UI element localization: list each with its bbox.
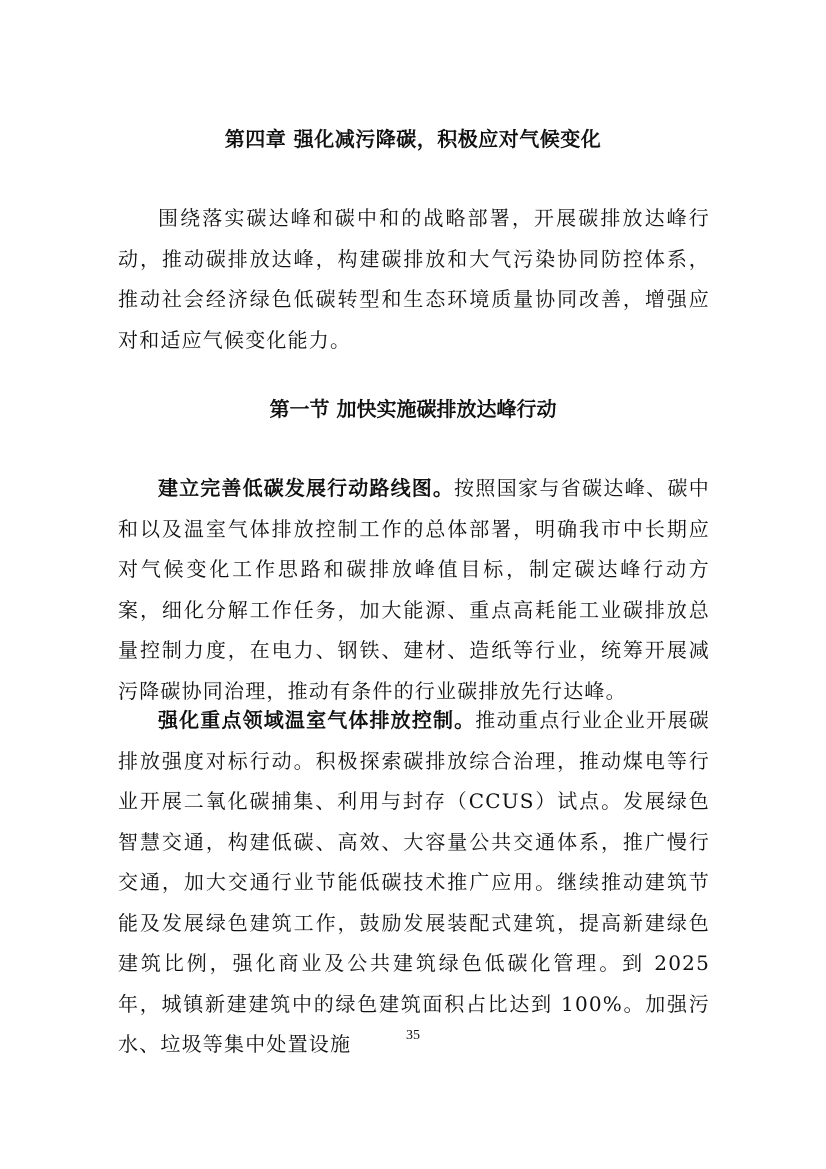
paragraph-body: 推动重点行业企业开展碳排放强度对标行动。积极探索碳排放综合治理，推动煤电等行业开展二氧化碳捕集、利用与封存（CCUS）试点。发展绿色智慧交通，构建低碳、高效、大容量公共交通体系，推广慢行交通，加大交通行业节能低碳技术推广应用。继续推动建筑节能及发展绿色建筑工作，鼓励发展装配式建筑，提高新建绿色建筑比例，强化商业及公共建筑绿色低碳化管理。到 2025 年，城镇新建建筑中的绿色建筑面积占比达到 100%。加强污水、垃圾等集中处置设施	[118, 708, 710, 1056]
chapter-title: 第四章 强化减污降碳，积极应对气候变化	[224, 127, 602, 151]
paragraph-lead: 建立完善低碳发展行动路线图。	[158, 476, 455, 500]
paragraph-low-carbon-roadmap	[118, 468, 710, 711]
paragraph-lead: 强化重点领域温室气体排放控制。	[158, 708, 476, 732]
paragraph-body: 按照国家与省碳达峰、碳中和以及温室气体排放控制工作的总体部署，明确我市中长期应对气候变化工作思路和碳排放峰值目标，制定碳达峰行动方案，细化分解工作任务，加大能源、重点高耗能工业碳排放总量控制力度，在电力、钢铁、建材、造纸等行业，统筹开展减污降碳协同治理，推动有条件的行业碳排放先行达峰。	[118, 476, 710, 703]
intro-paragraph: 围绕落实碳达峰和碳中和的战略部署，开展碳排放达峰行动，推动碳排放达峰，构建碳排放和大气污染协同防控体系，推动社会经济绿色低碳转型和生态环境质量协同改善，增强应对和适应气候变化能力。	[118, 206, 710, 352]
page-number: 35	[406, 1028, 420, 1043]
paragraph-ghg-control	[118, 700, 710, 1065]
section-title: 第一节 加快实施碳排放达峰行动	[269, 397, 557, 421]
